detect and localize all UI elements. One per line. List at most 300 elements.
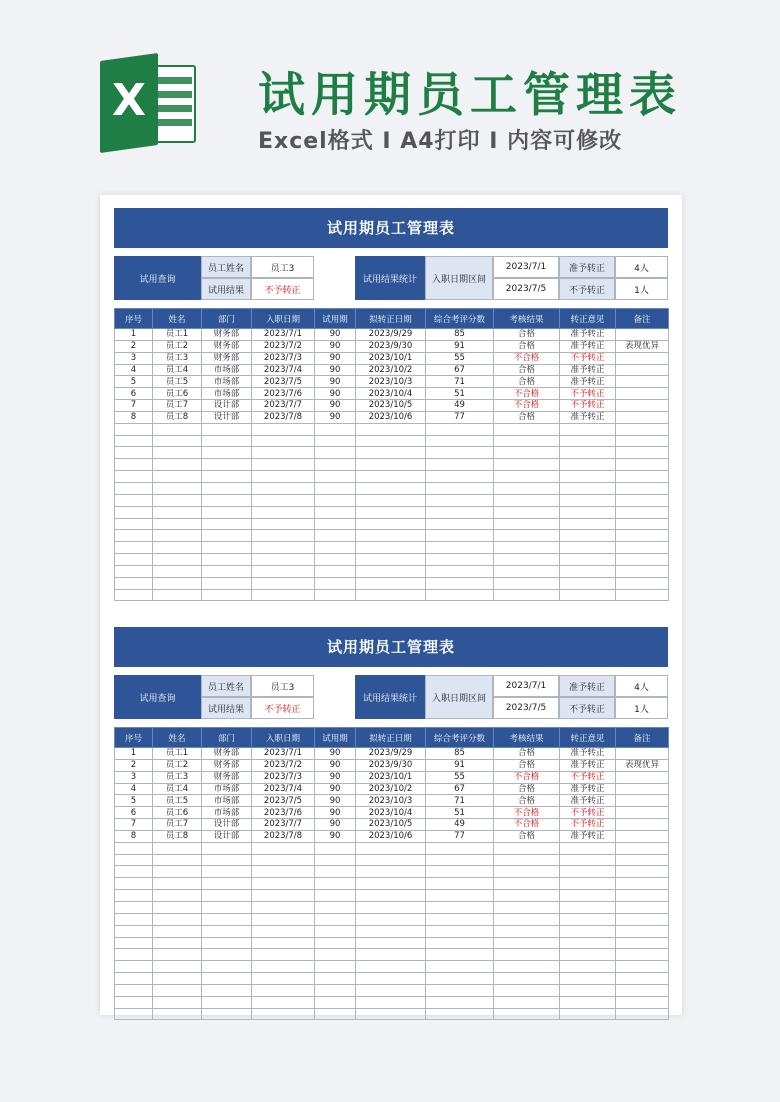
empty-cell[interactable] bbox=[252, 913, 315, 925]
col-remark-cell[interactable] bbox=[616, 771, 669, 783]
col-assess-cell[interactable]: 合格 bbox=[494, 329, 560, 341]
empty-cell[interactable] bbox=[153, 435, 202, 447]
empty-cell[interactable] bbox=[356, 842, 426, 854]
empty-cell[interactable] bbox=[202, 554, 252, 566]
empty-cell[interactable] bbox=[115, 506, 153, 518]
column-header-col-remark[interactable]: 备注 bbox=[616, 728, 669, 748]
empty-cell[interactable] bbox=[202, 961, 252, 973]
empty-cell[interactable] bbox=[560, 854, 616, 866]
empty-cell[interactable] bbox=[252, 996, 315, 1008]
col-assess-cell[interactable]: 合格 bbox=[494, 340, 560, 352]
empty-cell[interactable] bbox=[315, 423, 356, 435]
empty-cell[interactable] bbox=[494, 530, 560, 542]
col-remark-cell[interactable] bbox=[616, 807, 669, 819]
col-dept-cell[interactable]: 市场部 bbox=[202, 364, 252, 376]
empty-cell[interactable] bbox=[202, 471, 252, 483]
col-assess-cell[interactable]: 合格 bbox=[494, 783, 560, 795]
empty-cell[interactable] bbox=[426, 506, 494, 518]
col-join-date-cell[interactable]: 2023/7/8 bbox=[252, 830, 315, 842]
col-assess-cell[interactable]: 不合格 bbox=[494, 771, 560, 783]
empty-cell[interactable] bbox=[426, 996, 494, 1008]
empty-cell[interactable] bbox=[202, 842, 252, 854]
col-name-cell[interactable]: 员工5 bbox=[153, 376, 202, 388]
empty-cell[interactable] bbox=[153, 482, 202, 494]
col-opinion-cell[interactable]: 不予转正 bbox=[560, 400, 616, 412]
col-trial-cell[interactable]: 90 bbox=[315, 748, 356, 760]
empty-cell[interactable] bbox=[252, 435, 315, 447]
empty-cell[interactable] bbox=[315, 577, 356, 589]
empty-cell[interactable] bbox=[616, 890, 669, 902]
empty-cell[interactable] bbox=[426, 973, 494, 985]
empty-cell[interactable] bbox=[494, 949, 560, 961]
col-join-date-cell[interactable]: 2023/7/2 bbox=[252, 340, 315, 352]
empty-cell[interactable] bbox=[426, 577, 494, 589]
empty-cell[interactable] bbox=[494, 961, 560, 973]
table-row[interactable] bbox=[115, 759, 669, 771]
column-header-col-assess[interactable]: 考核结果 bbox=[494, 309, 560, 329]
col-index-cell[interactable]: 4 bbox=[115, 364, 153, 376]
col-name-cell[interactable]: 员工1 bbox=[153, 748, 202, 760]
column-header-col-dept[interactable]: 部门 bbox=[202, 309, 252, 329]
empty-cell[interactable] bbox=[315, 554, 356, 566]
empty-cell[interactable] bbox=[560, 973, 616, 985]
col-name-cell[interactable]: 员工4 bbox=[153, 364, 202, 376]
column-header-col-name[interactable]: 姓名 bbox=[153, 309, 202, 329]
empty-cell[interactable] bbox=[494, 589, 560, 601]
empty-row[interactable] bbox=[115, 925, 669, 937]
col-remark-cell[interactable] bbox=[616, 388, 669, 400]
empty-cell[interactable] bbox=[252, 542, 315, 554]
empty-row[interactable] bbox=[115, 866, 669, 878]
empty-cell[interactable] bbox=[252, 506, 315, 518]
empty-cell[interactable] bbox=[315, 996, 356, 1008]
col-trial-cell[interactable]: 90 bbox=[315, 783, 356, 795]
column-header-col-assess[interactable]: 考核结果 bbox=[494, 728, 560, 748]
empty-cell[interactable] bbox=[426, 423, 494, 435]
col-name-cell[interactable]: 员工1 bbox=[153, 329, 202, 341]
col-remark-cell[interactable]: 表现优异 bbox=[616, 759, 669, 771]
empty-cell[interactable] bbox=[315, 447, 356, 459]
empty-cell[interactable] bbox=[426, 530, 494, 542]
empty-cell[interactable] bbox=[115, 423, 153, 435]
empty-cell[interactable] bbox=[315, 961, 356, 973]
empty-cell[interactable] bbox=[560, 842, 616, 854]
col-index-cell[interactable]: 6 bbox=[115, 388, 153, 400]
col-trial-cell[interactable]: 90 bbox=[315, 400, 356, 412]
empty-cell[interactable] bbox=[115, 866, 153, 878]
col-name-cell[interactable]: 员工6 bbox=[153, 807, 202, 819]
col-trial-cell[interactable]: 90 bbox=[315, 807, 356, 819]
col-confirm-date-cell[interactable]: 2023/10/3 bbox=[356, 376, 426, 388]
col-assess-cell[interactable]: 不合格 bbox=[494, 352, 560, 364]
empty-row[interactable] bbox=[115, 459, 669, 471]
empty-cell[interactable] bbox=[494, 494, 560, 506]
empty-cell[interactable] bbox=[356, 482, 426, 494]
empty-cell[interactable] bbox=[202, 565, 252, 577]
col-trial-cell[interactable]: 90 bbox=[315, 388, 356, 400]
empty-cell[interactable] bbox=[315, 925, 356, 937]
empty-cell[interactable] bbox=[616, 423, 669, 435]
empty-cell[interactable] bbox=[560, 961, 616, 973]
col-remark-cell[interactable] bbox=[616, 819, 669, 831]
table-row[interactable] bbox=[115, 411, 669, 423]
empty-cell[interactable] bbox=[560, 866, 616, 878]
empty-cell[interactable] bbox=[252, 866, 315, 878]
col-index-cell[interactable]: 7 bbox=[115, 400, 153, 412]
empty-cell[interactable] bbox=[356, 937, 426, 949]
col-remark-cell[interactable] bbox=[616, 376, 669, 388]
empty-cell[interactable] bbox=[115, 984, 153, 996]
col-remark-cell[interactable]: 表现优异 bbox=[616, 340, 669, 352]
col-dept-cell[interactable]: 市场部 bbox=[202, 783, 252, 795]
empty-cell[interactable] bbox=[560, 937, 616, 949]
col-confirm-date-cell[interactable]: 2023/10/6 bbox=[356, 411, 426, 423]
col-opinion-cell[interactable]: 准予转正 bbox=[560, 830, 616, 842]
empty-cell[interactable] bbox=[494, 854, 560, 866]
empty-cell[interactable] bbox=[560, 506, 616, 518]
empty-cell[interactable] bbox=[153, 506, 202, 518]
empty-cell[interactable] bbox=[153, 589, 202, 601]
empty-row[interactable] bbox=[115, 890, 669, 902]
empty-row[interactable] bbox=[115, 542, 669, 554]
empty-cell[interactable] bbox=[426, 913, 494, 925]
empty-cell[interactable] bbox=[616, 878, 669, 890]
empty-cell[interactable] bbox=[202, 878, 252, 890]
empty-cell[interactable] bbox=[252, 447, 315, 459]
empty-cell[interactable] bbox=[356, 949, 426, 961]
col-trial-cell[interactable]: 90 bbox=[315, 352, 356, 364]
empty-cell[interactable] bbox=[560, 589, 616, 601]
table-row[interactable] bbox=[115, 364, 669, 376]
col-remark-cell[interactable] bbox=[616, 830, 669, 842]
col-join-date-cell[interactable]: 2023/7/7 bbox=[252, 819, 315, 831]
col-opinion-cell[interactable]: 准予转正 bbox=[560, 759, 616, 771]
empty-cell[interactable] bbox=[356, 996, 426, 1008]
col-dept-cell[interactable]: 市场部 bbox=[202, 376, 252, 388]
col-index-cell[interactable]: 5 bbox=[115, 376, 153, 388]
column-header-col-opinion[interactable]: 转正意见 bbox=[560, 728, 616, 748]
table-row[interactable] bbox=[115, 771, 669, 783]
column-header-col-confirm-date[interactable]: 拟转正日期 bbox=[356, 728, 426, 748]
empty-cell[interactable] bbox=[153, 901, 202, 913]
empty-cell[interactable] bbox=[560, 913, 616, 925]
empty-cell[interactable] bbox=[616, 518, 669, 530]
empty-cell[interactable] bbox=[202, 459, 252, 471]
col-name-cell[interactable]: 员工7 bbox=[153, 400, 202, 412]
empty-cell[interactable] bbox=[252, 1008, 315, 1020]
empty-cell[interactable] bbox=[356, 901, 426, 913]
col-assess-cell[interactable]: 合格 bbox=[494, 830, 560, 842]
col-dept-cell[interactable]: 财务部 bbox=[202, 329, 252, 341]
empty-cell[interactable] bbox=[252, 973, 315, 985]
empty-cell[interactable] bbox=[153, 565, 202, 577]
empty-cell[interactable] bbox=[315, 565, 356, 577]
empty-cell[interactable] bbox=[202, 996, 252, 1008]
empty-cell[interactable] bbox=[153, 1008, 202, 1020]
empty-cell[interactable] bbox=[616, 1008, 669, 1020]
empty-cell[interactable] bbox=[115, 878, 153, 890]
col-assess-cell[interactable]: 不合格 bbox=[494, 807, 560, 819]
col-join-date-cell[interactable]: 2023/7/3 bbox=[252, 352, 315, 364]
col-join-date-cell[interactable]: 2023/7/3 bbox=[252, 771, 315, 783]
empty-cell[interactable] bbox=[315, 589, 356, 601]
empty-cell[interactable] bbox=[560, 518, 616, 530]
col-opinion-cell[interactable]: 不予转正 bbox=[560, 819, 616, 831]
table-row[interactable] bbox=[115, 795, 669, 807]
table-row[interactable] bbox=[115, 783, 669, 795]
col-score-cell[interactable]: 71 bbox=[426, 795, 494, 807]
empty-cell[interactable] bbox=[115, 482, 153, 494]
table-row[interactable] bbox=[115, 376, 669, 388]
col-trial-cell[interactable]: 90 bbox=[315, 759, 356, 771]
empty-cell[interactable] bbox=[616, 996, 669, 1008]
empty-cell[interactable] bbox=[315, 435, 356, 447]
column-header-col-trial[interactable]: 试用期 bbox=[315, 309, 356, 329]
empty-cell[interactable] bbox=[426, 471, 494, 483]
empty-cell[interactable] bbox=[252, 925, 315, 937]
empty-cell[interactable] bbox=[252, 984, 315, 996]
empty-cell[interactable] bbox=[252, 482, 315, 494]
col-score-cell[interactable]: 51 bbox=[426, 388, 494, 400]
empty-cell[interactable] bbox=[494, 901, 560, 913]
empty-cell[interactable] bbox=[616, 842, 669, 854]
empty-cell[interactable] bbox=[202, 984, 252, 996]
col-trial-cell[interactable]: 90 bbox=[315, 340, 356, 352]
col-join-date-cell[interactable]: 2023/7/6 bbox=[252, 388, 315, 400]
col-dept-cell[interactable]: 设计部 bbox=[202, 830, 252, 842]
column-header-col-dept[interactable]: 部门 bbox=[202, 728, 252, 748]
col-assess-cell[interactable]: 合格 bbox=[494, 759, 560, 771]
col-opinion-cell[interactable]: 准予转正 bbox=[560, 748, 616, 760]
empty-cell[interactable] bbox=[315, 842, 356, 854]
col-assess-cell[interactable]: 不合格 bbox=[494, 819, 560, 831]
empty-cell[interactable] bbox=[616, 949, 669, 961]
empty-cell[interactable] bbox=[252, 530, 315, 542]
column-header-col-confirm-date[interactable]: 拟转正日期 bbox=[356, 309, 426, 329]
empty-cell[interactable] bbox=[356, 854, 426, 866]
col-opinion-cell[interactable]: 准予转正 bbox=[560, 340, 616, 352]
empty-cell[interactable] bbox=[356, 459, 426, 471]
empty-cell[interactable] bbox=[202, 890, 252, 902]
col-name-cell[interactable]: 员工3 bbox=[153, 352, 202, 364]
col-trial-cell[interactable]: 90 bbox=[315, 771, 356, 783]
empty-cell[interactable] bbox=[494, 471, 560, 483]
empty-cell[interactable] bbox=[202, 530, 252, 542]
empty-cell[interactable] bbox=[202, 435, 252, 447]
col-remark-cell[interactable] bbox=[616, 748, 669, 760]
empty-cell[interactable] bbox=[494, 423, 560, 435]
col-remark-cell[interactable] bbox=[616, 795, 669, 807]
empty-cell[interactable] bbox=[494, 913, 560, 925]
column-header-col-join-date[interactable]: 入职日期 bbox=[252, 728, 315, 748]
empty-cell[interactable] bbox=[560, 423, 616, 435]
col-join-date-cell[interactable]: 2023/7/7 bbox=[252, 400, 315, 412]
col-dept-cell[interactable]: 设计部 bbox=[202, 400, 252, 412]
empty-cell[interactable] bbox=[616, 482, 669, 494]
empty-cell[interactable] bbox=[494, 482, 560, 494]
empty-cell[interactable] bbox=[616, 937, 669, 949]
empty-row[interactable] bbox=[115, 577, 669, 589]
empty-cell[interactable] bbox=[153, 890, 202, 902]
empty-cell[interactable] bbox=[202, 482, 252, 494]
table-row[interactable] bbox=[115, 830, 669, 842]
empty-cell[interactable] bbox=[426, 842, 494, 854]
col-score-cell[interactable]: 55 bbox=[426, 771, 494, 783]
name-input[interactable]: 员工3 bbox=[251, 256, 314, 278]
empty-cell[interactable] bbox=[356, 925, 426, 937]
column-header-col-trial[interactable]: 试用期 bbox=[315, 728, 356, 748]
empty-cell[interactable] bbox=[560, 565, 616, 577]
col-join-date-cell[interactable]: 2023/7/1 bbox=[252, 329, 315, 341]
col-dept-cell[interactable]: 财务部 bbox=[202, 748, 252, 760]
empty-cell[interactable] bbox=[426, 494, 494, 506]
col-assess-cell[interactable]: 不合格 bbox=[494, 388, 560, 400]
col-opinion-cell[interactable]: 不予转正 bbox=[560, 388, 616, 400]
empty-cell[interactable] bbox=[426, 901, 494, 913]
empty-cell[interactable] bbox=[426, 565, 494, 577]
empty-cell[interactable] bbox=[426, 949, 494, 961]
empty-cell[interactable] bbox=[494, 435, 560, 447]
empty-cell[interactable] bbox=[560, 542, 616, 554]
table-row[interactable] bbox=[115, 819, 669, 831]
empty-cell[interactable] bbox=[494, 973, 560, 985]
empty-cell[interactable] bbox=[356, 577, 426, 589]
col-index-cell[interactable]: 2 bbox=[115, 759, 153, 771]
col-name-cell[interactable]: 员工3 bbox=[153, 771, 202, 783]
empty-cell[interactable] bbox=[356, 589, 426, 601]
table-row[interactable] bbox=[115, 748, 669, 760]
col-index-cell[interactable]: 3 bbox=[115, 352, 153, 364]
empty-cell[interactable] bbox=[252, 901, 315, 913]
empty-cell[interactable] bbox=[494, 577, 560, 589]
empty-cell[interactable] bbox=[115, 937, 153, 949]
col-confirm-date-cell[interactable]: 2023/10/4 bbox=[356, 807, 426, 819]
empty-row[interactable] bbox=[115, 878, 669, 890]
col-dept-cell[interactable]: 财务部 bbox=[202, 771, 252, 783]
col-score-cell[interactable]: 77 bbox=[426, 411, 494, 423]
col-dept-cell[interactable]: 财务部 bbox=[202, 352, 252, 364]
empty-cell[interactable] bbox=[616, 435, 669, 447]
column-header-col-join-date[interactable]: 入职日期 bbox=[252, 309, 315, 329]
col-join-date-cell[interactable]: 2023/7/5 bbox=[252, 795, 315, 807]
col-score-cell[interactable]: 85 bbox=[426, 748, 494, 760]
empty-cell[interactable] bbox=[115, 530, 153, 542]
empty-cell[interactable] bbox=[616, 565, 669, 577]
empty-cell[interactable] bbox=[356, 913, 426, 925]
col-score-cell[interactable]: 49 bbox=[426, 819, 494, 831]
empty-cell[interactable] bbox=[616, 984, 669, 996]
empty-cell[interactable] bbox=[356, 542, 426, 554]
col-score-cell[interactable]: 49 bbox=[426, 400, 494, 412]
empty-cell[interactable] bbox=[560, 530, 616, 542]
col-dept-cell[interactable]: 财务部 bbox=[202, 759, 252, 771]
empty-cell[interactable] bbox=[153, 423, 202, 435]
empty-row[interactable] bbox=[115, 482, 669, 494]
col-index-cell[interactable]: 1 bbox=[115, 329, 153, 341]
empty-cell[interactable] bbox=[115, 854, 153, 866]
col-assess-cell[interactable]: 合格 bbox=[494, 795, 560, 807]
col-opinion-cell[interactable]: 不予转正 bbox=[560, 771, 616, 783]
empty-cell[interactable] bbox=[560, 435, 616, 447]
empty-cell[interactable] bbox=[616, 973, 669, 985]
empty-cell[interactable] bbox=[426, 878, 494, 890]
empty-row[interactable] bbox=[115, 973, 669, 985]
empty-cell[interactable] bbox=[252, 565, 315, 577]
col-opinion-cell[interactable]: 准予转正 bbox=[560, 364, 616, 376]
empty-cell[interactable] bbox=[616, 866, 669, 878]
empty-cell[interactable] bbox=[494, 996, 560, 1008]
empty-cell[interactable] bbox=[202, 854, 252, 866]
column-header-col-opinion[interactable]: 转正意见 bbox=[560, 309, 616, 329]
empty-cell[interactable] bbox=[426, 542, 494, 554]
empty-cell[interactable] bbox=[616, 494, 669, 506]
empty-cell[interactable] bbox=[153, 542, 202, 554]
column-header-col-index[interactable]: 序号 bbox=[115, 728, 153, 748]
empty-cell[interactable] bbox=[426, 589, 494, 601]
empty-cell[interactable] bbox=[426, 459, 494, 471]
empty-cell[interactable] bbox=[315, 866, 356, 878]
empty-cell[interactable] bbox=[494, 447, 560, 459]
col-trial-cell[interactable]: 90 bbox=[315, 795, 356, 807]
empty-cell[interactable] bbox=[153, 973, 202, 985]
col-confirm-date-cell[interactable]: 2023/10/4 bbox=[356, 388, 426, 400]
empty-cell[interactable] bbox=[616, 854, 669, 866]
col-score-cell[interactable]: 67 bbox=[426, 364, 494, 376]
empty-cell[interactable] bbox=[616, 901, 669, 913]
empty-cell[interactable] bbox=[115, 435, 153, 447]
empty-cell[interactable] bbox=[616, 589, 669, 601]
empty-cell[interactable] bbox=[426, 447, 494, 459]
empty-row[interactable] bbox=[115, 447, 669, 459]
empty-cell[interactable] bbox=[356, 878, 426, 890]
empty-cell[interactable] bbox=[560, 482, 616, 494]
empty-row[interactable] bbox=[115, 471, 669, 483]
empty-cell[interactable] bbox=[252, 878, 315, 890]
empty-cell[interactable] bbox=[426, 482, 494, 494]
col-index-cell[interactable]: 3 bbox=[115, 771, 153, 783]
empty-cell[interactable] bbox=[356, 506, 426, 518]
empty-cell[interactable] bbox=[560, 890, 616, 902]
empty-cell[interactable] bbox=[115, 447, 153, 459]
empty-cell[interactable] bbox=[315, 949, 356, 961]
empty-cell[interactable] bbox=[153, 577, 202, 589]
empty-cell[interactable] bbox=[252, 494, 315, 506]
col-index-cell[interactable]: 5 bbox=[115, 795, 153, 807]
col-trial-cell[interactable]: 90 bbox=[315, 364, 356, 376]
column-header-col-index[interactable]: 序号 bbox=[115, 309, 153, 329]
col-name-cell[interactable]: 员工5 bbox=[153, 795, 202, 807]
empty-cell[interactable] bbox=[153, 518, 202, 530]
col-confirm-date-cell[interactable]: 2023/10/3 bbox=[356, 795, 426, 807]
col-remark-cell[interactable] bbox=[616, 783, 669, 795]
col-dept-cell[interactable]: 财务部 bbox=[202, 340, 252, 352]
empty-cell[interactable] bbox=[560, 996, 616, 1008]
col-score-cell[interactable]: 85 bbox=[426, 329, 494, 341]
empty-cell[interactable] bbox=[560, 901, 616, 913]
empty-cell[interactable] bbox=[356, 890, 426, 902]
table-row[interactable] bbox=[115, 329, 669, 341]
empty-cell[interactable] bbox=[426, 866, 494, 878]
empty-cell[interactable] bbox=[202, 925, 252, 937]
col-join-date-cell[interactable]: 2023/7/1 bbox=[252, 748, 315, 760]
col-index-cell[interactable]: 7 bbox=[115, 819, 153, 831]
col-remark-cell[interactable] bbox=[616, 411, 669, 423]
empty-cell[interactable] bbox=[426, 518, 494, 530]
date-to-input[interactable]: 2023/7/5 bbox=[493, 278, 559, 300]
empty-cell[interactable] bbox=[252, 890, 315, 902]
col-opinion-cell[interactable]: 准予转正 bbox=[560, 783, 616, 795]
empty-cell[interactable] bbox=[315, 518, 356, 530]
